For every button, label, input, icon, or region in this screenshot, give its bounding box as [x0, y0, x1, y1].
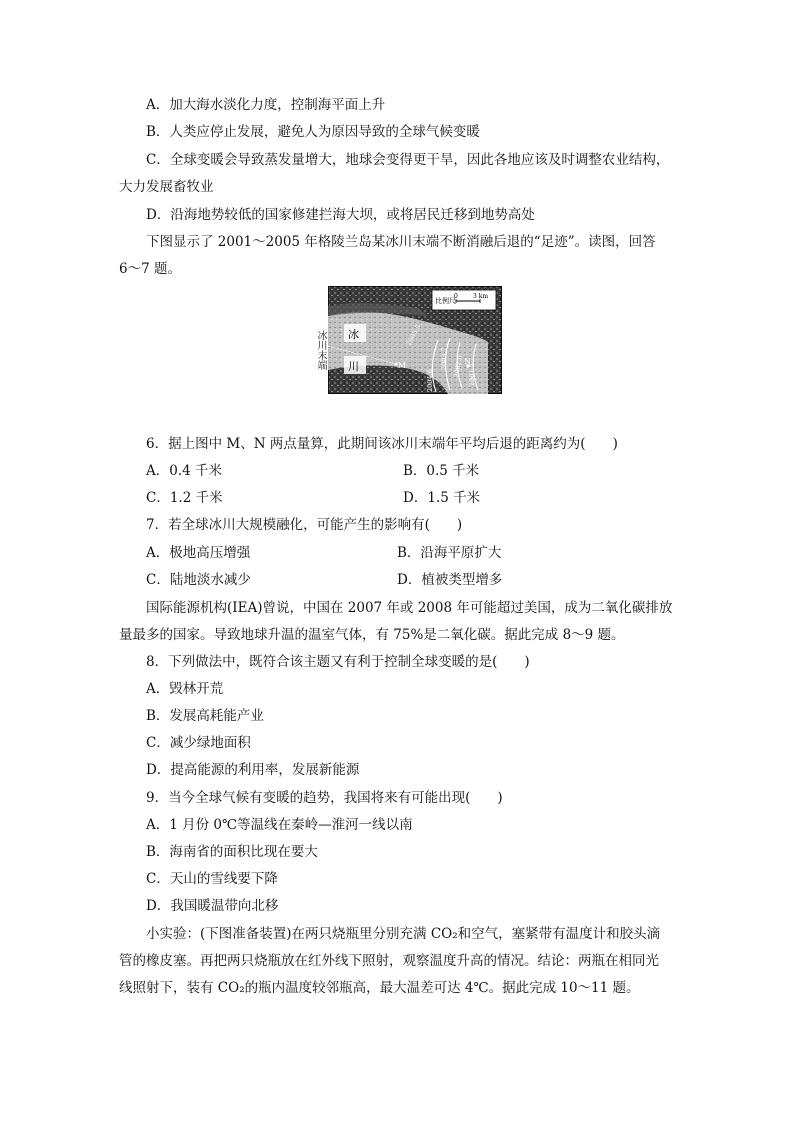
- year-label-2001: 2001.5: [468, 363, 476, 386]
- q8-option-c: C．减少绿地面积: [146, 735, 251, 751]
- q8-option-d: D．提高能源的利用率，发展新能源: [146, 762, 360, 778]
- q6-option-b: B．0.5 千米: [403, 463, 480, 479]
- intro-6-7-line2: 6～7 题。: [119, 261, 181, 277]
- q6-option-d: D．1.5 千米: [403, 490, 481, 506]
- experiment-line2: 管的橡皮塞。再把两只烧瓶放在红外线下照射，观察温度升高的情况。结论：两瓶在相同光: [119, 953, 659, 969]
- char-river: 川: [348, 360, 359, 373]
- q9-option-b: B．海南省的面积比现在要大: [146, 844, 318, 860]
- experiment-line1: 小实验：(下图准备装置)在两只烧瓶里分别充满 CO₂和空气，塞紧带有温度计和胶头滴: [146, 926, 661, 942]
- q5-option-b: B．人类应停止发展，避免人为原因导致的全球气候变暖: [146, 124, 480, 140]
- q7-option-c: C．陆地淡水减少: [146, 572, 251, 588]
- q5-option-d: D．沿海地势较低的国家修建拦海大坝，或将居民迁移到地势高处: [146, 207, 535, 223]
- point-n-label: N: [464, 357, 471, 366]
- q5-option-a: A．加大海水淡化力度，控制海平面上升: [146, 97, 386, 113]
- year-label-2002: 2002.6: [452, 354, 464, 379]
- scale-zero: 0: [454, 293, 458, 300]
- q8-option-b: B．发展高耗能产业: [146, 708, 264, 724]
- figure-side-label: 冰川末端: [315, 330, 326, 370]
- q9-option-c: C．天山的雪线要下降: [146, 871, 278, 887]
- glacier-map: [328, 286, 502, 394]
- q6-stem: 6．据上图中 M、N 两点量算，此期间该冰川末端年平均后退的距离约为( ): [146, 436, 618, 452]
- intro-8-9-line1: 国际能源机构(IEA)曾说，中国在 2007 年或 2008 年可能超过美国，成为二氧化碳排放: [146, 600, 673, 616]
- point-m-label: M: [398, 361, 407, 370]
- experiment-line3: 线照射下，装有 CO₂的瓶内温度较邻瓶高，最大温差可达 4℃。据此完成 10～11 题。: [119, 980, 640, 996]
- q9-option-a: A．1 月份 0℃等温线在秦岭—淮河一线以南: [146, 817, 413, 833]
- q7-option-d: D．植被类型增多: [397, 572, 503, 588]
- q6-option-c: C．1.2 千米: [146, 490, 223, 506]
- q5-option-c-line1: C．全球变暖会导致蒸发量增大，地球会变得更干旱，因此各地应该及时调整农业结构，: [146, 152, 670, 168]
- q7-stem: 7．若全球冰川大规模融化，可能产生的影响有( ): [146, 517, 463, 533]
- q7-option-a: A．极地高压增强: [146, 545, 251, 561]
- q8-stem: 8．下列做法中，既符合该主题又有利于控制全球变暖的是( ): [146, 654, 530, 670]
- q5-option-c-line2: 大力发展畜牧业: [119, 179, 214, 195]
- q9-option-d: D．我国暖温带向北移: [146, 898, 279, 914]
- intro-8-9-line2: 量最多的国家。导致地球升温的温室气体，有 75%是二氧化碳。据此完成 8～9 题。: [119, 627, 625, 643]
- intro-6-7-line1: 下图显示了 2001～2005 年格陵兰岛某冰川末端不断消融后退的“足迹”。读图，回答: [146, 234, 656, 250]
- q6-option-a: A．0.4 千米: [146, 463, 223, 479]
- q8-option-a: A．毁林开荒: [146, 681, 224, 697]
- year-label-2005: 2005.5: [404, 323, 423, 347]
- year-label-2004: 2004.6: [426, 369, 434, 392]
- q7-option-b: B．沿海平原扩大: [397, 545, 502, 561]
- char-ice: 冰: [348, 328, 359, 341]
- scale-label: 比例尺: [435, 297, 456, 305]
- year-label-2003: 2003.7: [440, 347, 448, 370]
- scale-value: 3 km: [473, 293, 489, 300]
- q9-stem: 9．当今全球气候有变暖的趋势，我国将来有可能出现( ): [146, 790, 503, 806]
